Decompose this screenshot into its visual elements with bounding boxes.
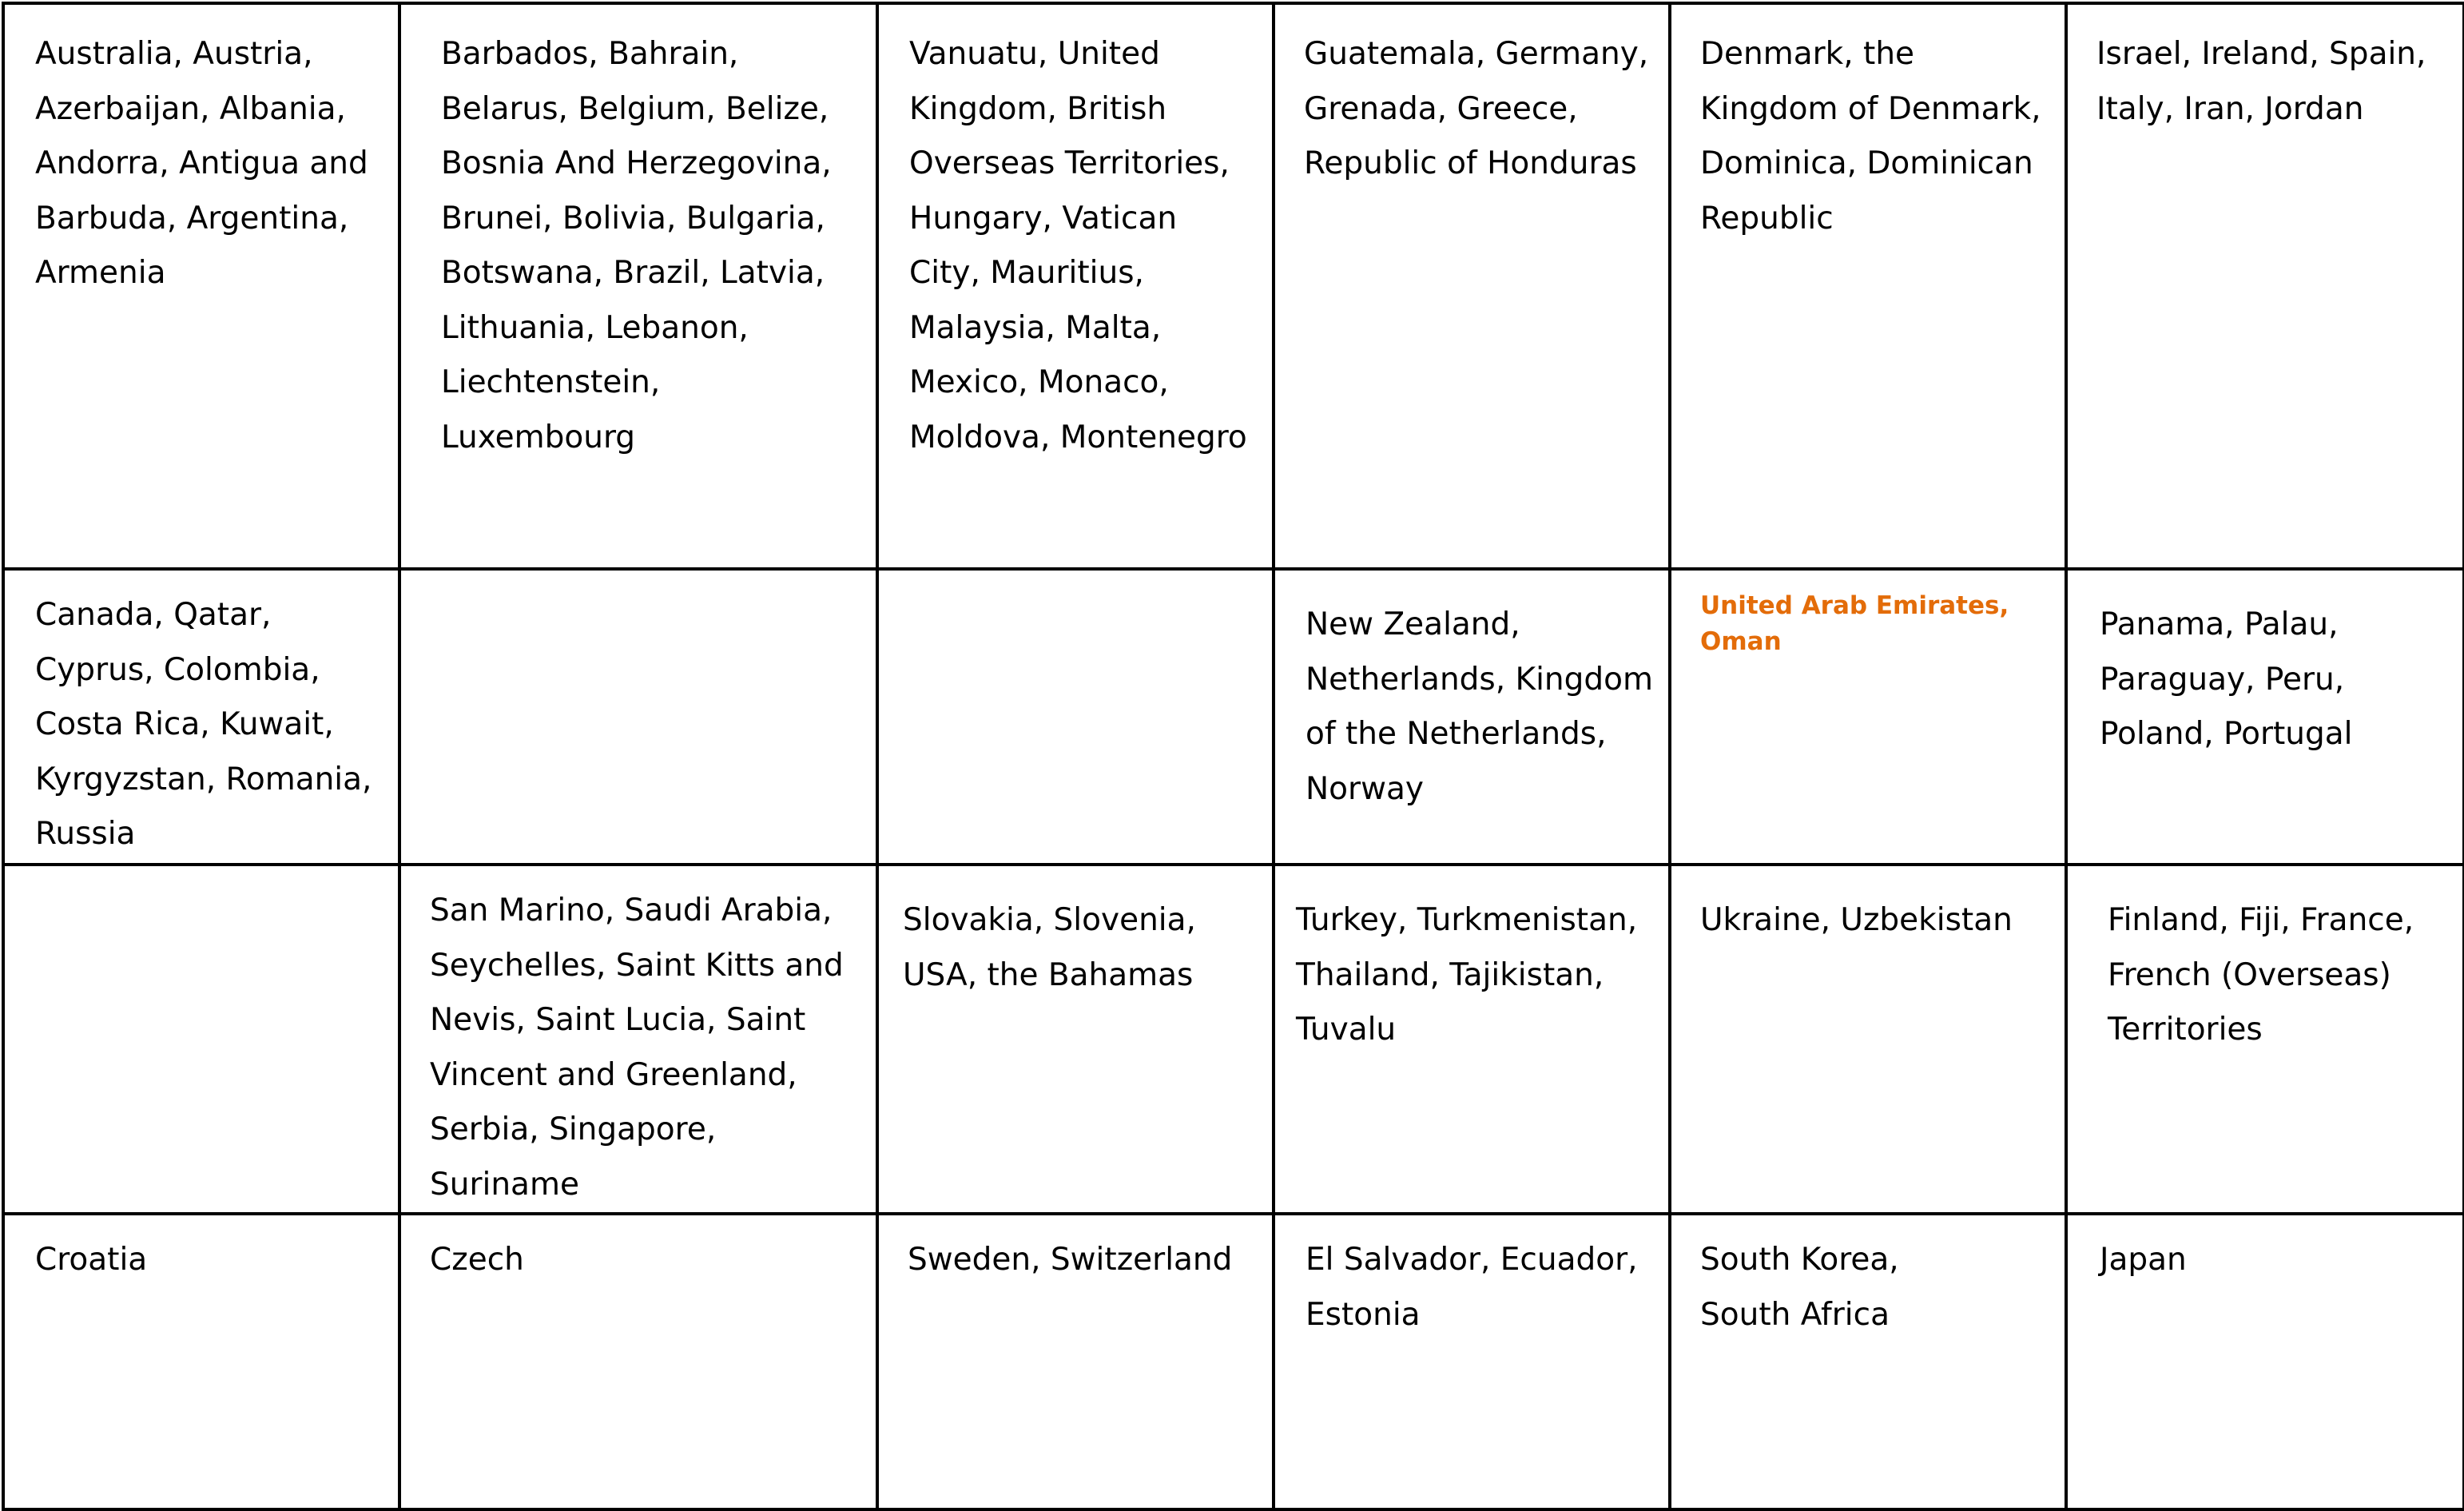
- cell-text: Japan: [2100, 1242, 2187, 1278]
- table-row: [3, 1214, 2464, 1509]
- table-cell: [3, 569, 399, 865]
- table-cell: [877, 1214, 1274, 1509]
- table-cell: [1274, 1214, 1670, 1509]
- table-cell: [1670, 865, 2066, 1214]
- table-cell: [1274, 3, 1670, 569]
- table-cell: [1670, 3, 2066, 569]
- cell-text: Australia, Austria, Azerbaijan, Albania, Andorra, Antigua and Barbuda, Argentina, Armenia: [35, 36, 368, 291]
- table-cell: [1274, 569, 1670, 865]
- cell-text: South Korea, South Africa: [1700, 1242, 1899, 1333]
- table-cell: [2066, 569, 2464, 865]
- cell-text: Finland, Fiji, France, French (Overseas) Territories: [2108, 902, 2414, 1048]
- cell-text: Croatia: [35, 1242, 148, 1278]
- table-row: [3, 3, 2464, 569]
- table-cell: [877, 569, 1274, 865]
- table-row: [3, 865, 2464, 1214]
- table-cell: [877, 865, 1274, 1214]
- table-cell: [399, 569, 877, 865]
- table-cell: [399, 3, 877, 569]
- table-cell: [1274, 865, 1670, 1214]
- table-cell: [2066, 865, 2464, 1214]
- country-grid-table: [2, 2, 2464, 1511]
- table-cell: [877, 3, 1274, 569]
- table-cell: [1670, 1214, 2066, 1509]
- table-cell: [3, 3, 399, 569]
- cell-text: El Salvador, Ecuador, Estonia: [1306, 1242, 1638, 1333]
- cell-text: San Marino, Saudi Arabia, Seychelles, Saint Kitts and Nevis, Saint Lucia, Saint Vincent and Greenland, Serbia, Singapore, Suriname: [430, 893, 844, 1203]
- cell-text: Panama, Palau, Paraguay, Peru, Poland, Portugal: [2100, 606, 2353, 752]
- table-cell: [3, 1214, 399, 1509]
- cell-text: New Zealand, Netherlands, Kingdom of the Netherlands, Norway: [1306, 606, 1654, 807]
- table-cell: [399, 1214, 877, 1509]
- cell-text: Ukraine, Uzbekistan: [1700, 902, 2013, 938]
- table-row: [3, 569, 2464, 865]
- table-cell: [2066, 1214, 2464, 1509]
- cell-text: Vanuatu, United Kingdom, British Overseas Territories, Hungary, Vatican City, Mauritius, Malaysia, Malta, Mexico, Monaco, Moldova, Montenegro: [909, 36, 1247, 455]
- table-cell: [1670, 569, 2066, 865]
- cell-text: Guatemala, Germany, Grenada, Greece, Republic of Honduras: [1304, 36, 1649, 181]
- table-cell: [3, 865, 399, 1214]
- cell-text: Czech: [430, 1242, 524, 1278]
- cell-text: Barbados, Bahrain, Belarus, Belgium, Belize, Bosnia And Herzegovina, Brunei, Bolivia, Bulgaria, Botswana, Brazil, Latvia, Lithuania, Lebanon, Liechtenstein, Luxembourg: [441, 36, 832, 455]
- cell-text: Sweden, Switzerland: [908, 1242, 1233, 1278]
- cell-text: Turkey, Turkmenistan, Thailand, Tajikistan, Tuvalu: [1296, 902, 1638, 1048]
- highlighted-cell-text: United Arab Emirates, Oman: [1700, 591, 2009, 656]
- table-cell: [399, 865, 877, 1214]
- table-cell: [2066, 3, 2464, 569]
- cell-text: Canada, Qatar, Cyprus, Colombia, Costa Rica, Kuwait, Kyrgyzstan, Romania, Russia: [35, 597, 372, 852]
- cell-text: Israel, Ireland, Spain, Italy, Iran, Jordan: [2096, 36, 2426, 127]
- cell-text: Denmark, the Kingdom of Denmark, Dominica, Dominican Republic: [1700, 36, 2041, 237]
- cell-text: Slovakia, Slovenia, USA, the Bahamas: [903, 902, 1196, 993]
